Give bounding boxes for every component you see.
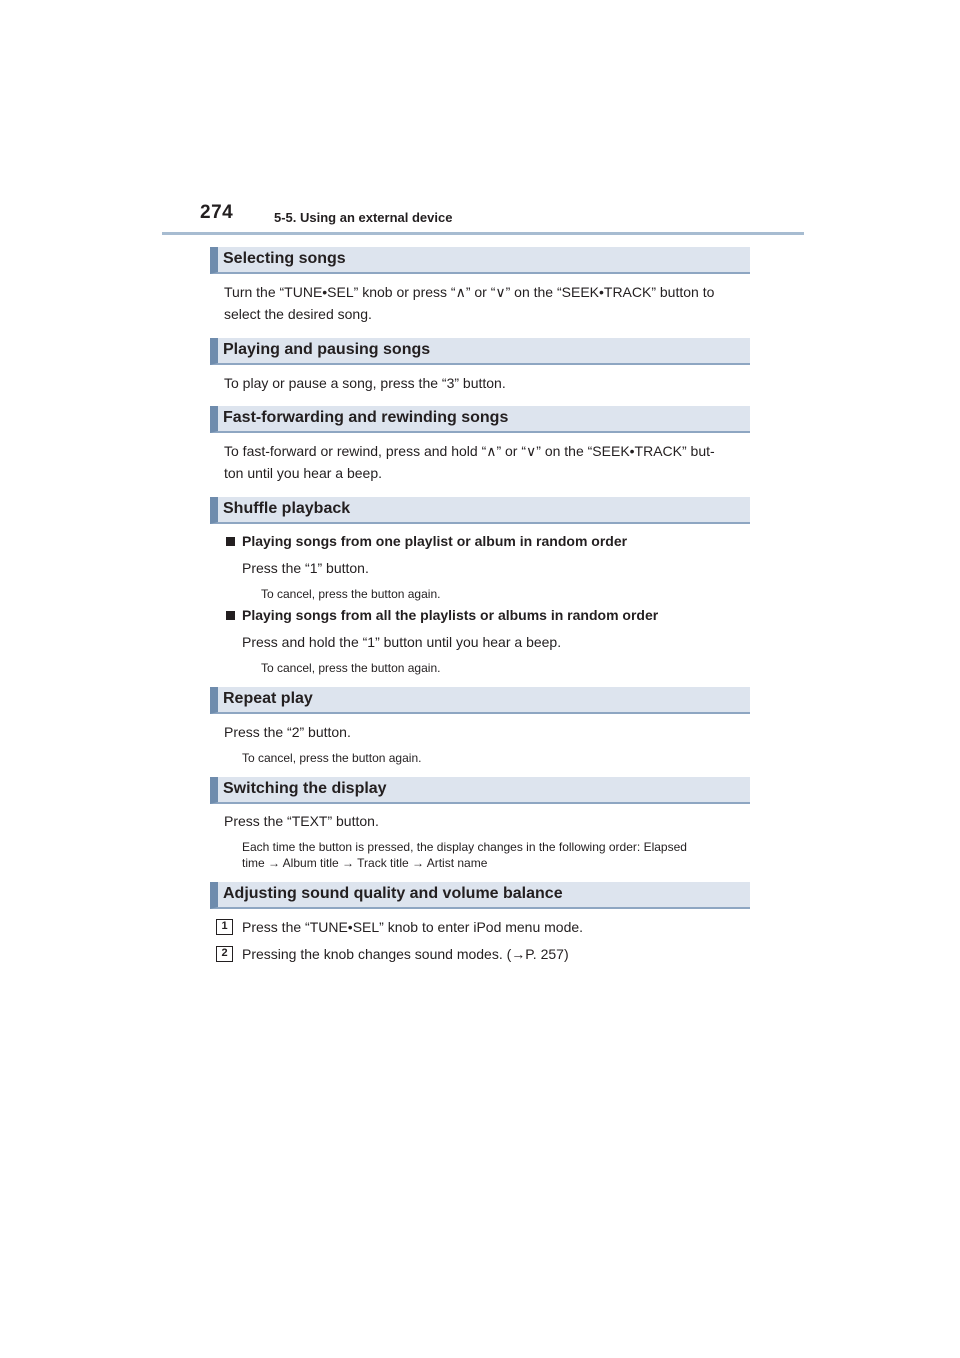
section-header-playing-pausing xyxy=(210,338,750,365)
body-text: Press and hold the “1” button until you hear a beep. xyxy=(242,634,562,650)
page-number: 274 xyxy=(200,202,234,223)
note-text: To cancel, press the button again. xyxy=(261,587,441,601)
body-text: Press the “1” button. xyxy=(242,560,369,576)
note-text: time → Album title → Track title → Artist name xyxy=(242,856,488,870)
step-text: Pressing the knob changes sound modes. (→P. 257) xyxy=(242,946,569,962)
body-text: To fast-forward or rewind, press and hold “∧” or “∨” on the “SEEK•TRACK” but- xyxy=(224,443,715,459)
section-title: Playing and pausing songs xyxy=(223,341,431,358)
section-title: Repeat play xyxy=(223,690,313,707)
body-text: ton until you hear a beep. xyxy=(224,465,383,481)
section-header-switching-display xyxy=(210,777,750,804)
body-text: Press the “TEXT” button. xyxy=(224,813,379,829)
note-text: To cancel, press the button again. xyxy=(261,661,441,675)
subheading: Playing songs from all the playlists or albums in random order xyxy=(242,607,659,623)
note-text: Each time the button is pressed, the display changes in the following order: Elapsed xyxy=(242,840,687,854)
header-rule xyxy=(162,232,804,235)
page-header xyxy=(162,200,804,236)
subheading: Playing songs from one playlist or album in random order xyxy=(242,533,628,549)
chapter-title: 5-5. Using an external device xyxy=(274,210,453,225)
bullet-square-icon xyxy=(226,611,235,620)
section-title: Selecting songs xyxy=(223,250,346,267)
section-title: Switching the display xyxy=(223,780,387,797)
step-number-badge: 1 xyxy=(216,919,233,935)
body-text: Press the “2” button. xyxy=(224,724,351,740)
section-header-selecting-songs xyxy=(210,247,750,274)
note-text: To cancel, press the button again. xyxy=(242,751,422,765)
body-text: To play or pause a song, press the “3” button. xyxy=(224,375,506,391)
step-number-badge: 2 xyxy=(216,946,233,962)
section-header-shuffle-playback xyxy=(210,497,750,524)
body-text: select the desired song. xyxy=(224,306,372,322)
step-text: Press the “TUNE•SEL” knob to enter iPod menu mode. xyxy=(242,919,584,935)
bullet-square-icon xyxy=(226,537,235,546)
body-text: Turn the “TUNE•SEL” knob or press “∧” or “∨” on the “SEEK•TRACK” button to xyxy=(224,284,715,300)
section-title: Fast-forwarding and rewinding songs xyxy=(223,409,509,426)
section-title: Shuffle playback xyxy=(223,500,351,517)
section-header-fast-forwarding xyxy=(210,406,750,433)
section-title: Adjusting sound quality and volume balance xyxy=(223,885,563,902)
section-header-repeat-play xyxy=(210,687,750,714)
section-header-sound-quality xyxy=(210,882,750,909)
